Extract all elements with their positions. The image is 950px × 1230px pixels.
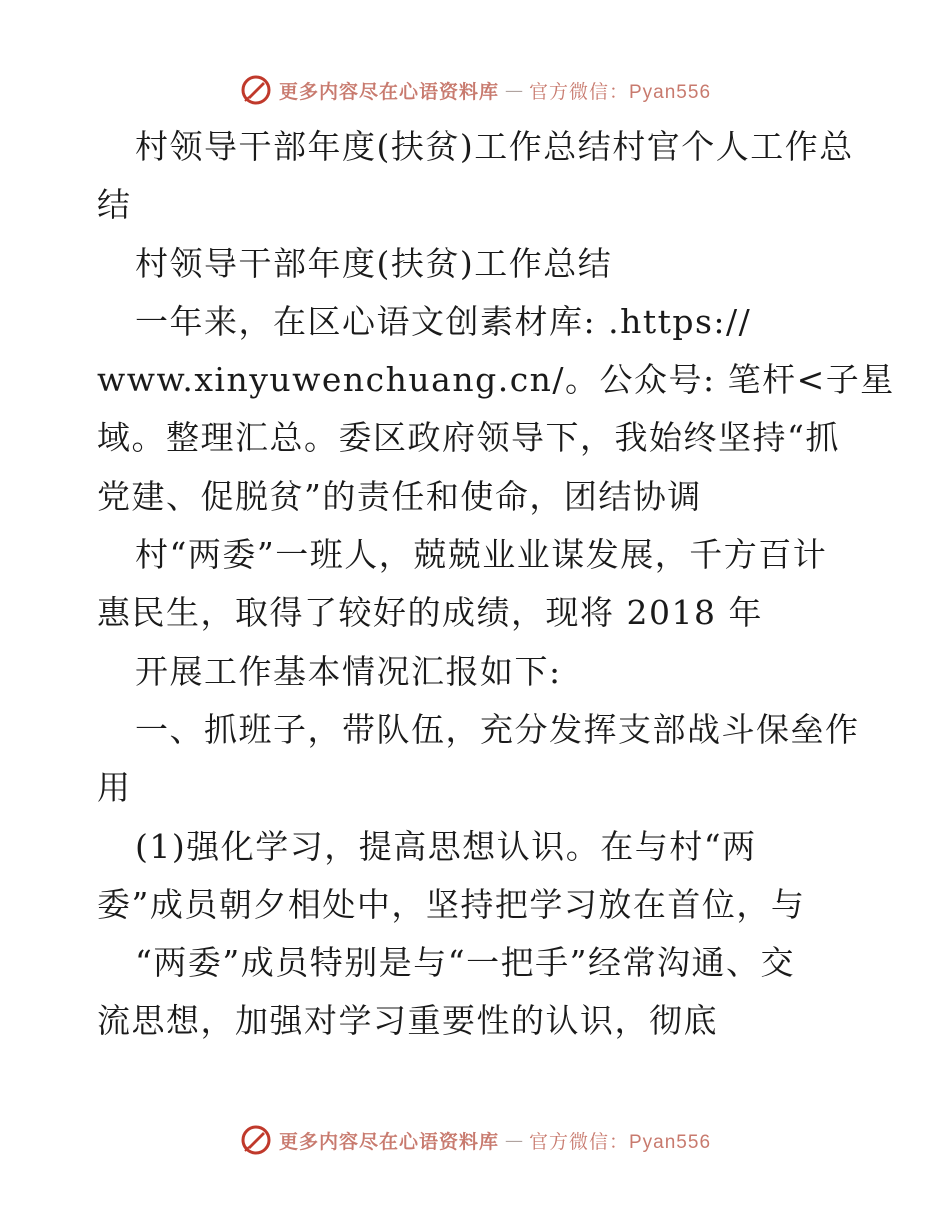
- body-line: “两委”成员特别是与“一把手”经常沟通、交: [135, 943, 795, 983]
- footer-banner: [0, 1120, 950, 1160]
- body-line: 党建、促脱贫”的责任和使命，团结协调: [97, 476, 702, 516]
- body-line: (1)强化学习，提高思想认识。在与村“两: [135, 826, 757, 866]
- body-line: 委”成员朝夕相处中，坚持把学习放在首位，与: [97, 884, 806, 924]
- body-line: 开展工作基本情况汇报如下:: [135, 651, 562, 691]
- header-banner: [0, 70, 950, 110]
- body-line: 村领导干部年度(扶贫)工作总结: [135, 243, 613, 283]
- body-line: www.xinyuwenchuang.cn/。公众号: 笔杆<子星: [97, 360, 895, 400]
- header-banner-inner: [239, 73, 711, 107]
- header-dash: —: [505, 79, 523, 101]
- body-line: 一年来，在区心语文创素材库: .https://: [135, 301, 752, 341]
- footer-brand-text: 更多内容尽在心语资料库: [278, 1130, 499, 1153]
- body-line: 惠民生，取得了较好的成绩，现将 2018 年: [97, 593, 763, 633]
- body-line: 域。整理汇总。委区政府领导下，我始终坚持“抓: [97, 418, 840, 458]
- header-wechat-text: 官方微信：Pyan556: [529, 81, 712, 103]
- body-line: 村领导干部年度(扶贫)工作总结村官个人工作总: [135, 127, 854, 166]
- body-line: 结: [97, 185, 132, 225]
- body-line: 一、抓班子，带队伍，充分发挥支部战斗保垒作: [135, 709, 860, 749]
- header-brand-text: 更多内容尽在心语资料库: [278, 80, 499, 103]
- document-body: [97, 118, 895, 1051]
- footer-wechat-text: 官方微信：Pyan556: [529, 1131, 712, 1153]
- quill-logo-icon: [239, 73, 273, 107]
- body-line: 村“两委”一班人，兢兢业业谋发展，千方百计: [135, 535, 828, 575]
- body-line: 流思想，加强对学习重要性的认识，彻底: [97, 1001, 718, 1041]
- footer-banner-inner: [239, 1123, 711, 1157]
- quill-logo-icon: [239, 1123, 273, 1157]
- body-line: 用: [97, 768, 132, 808]
- footer-dash: —: [505, 1129, 523, 1151]
